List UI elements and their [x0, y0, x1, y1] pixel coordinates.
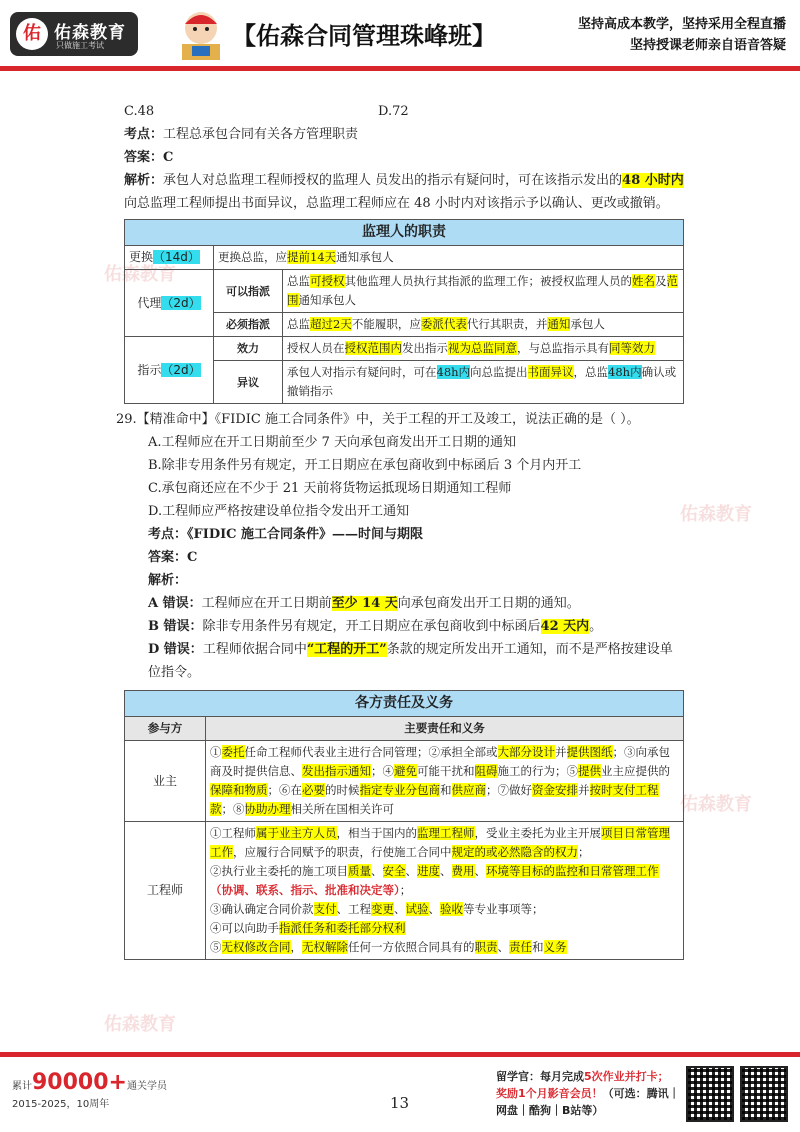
logo-mark-icon: 佑 [16, 18, 48, 50]
footer-years: 2015-2025，10周年 [12, 1099, 110, 1110]
brand-logo [10, 12, 138, 56]
page-header [0, 0, 800, 68]
slogan-line-1: 坚持高成本教学，坚持采用全程直播 [577, 17, 786, 32]
q29-answer: 答案：C [148, 550, 198, 565]
table-row: 业主 ①委托任命工程师代表业主进行合同管理；②承担全部或大部分设计并提供图纸；③向承包商及时提供信息、发出指示通知；④避免可能干扰和阻碍施工的行为；⑤提供业主应提供的保障和物质；⑥在必要的时候指定专业分包商和供应商；⑦做好资金安排并按时支付工程款；⑧协助办理相关所在国相关许可 [125, 741, 684, 822]
option-d: D.72 [378, 104, 409, 119]
q28-kaodian: 考点：工程总承包合同有关各方管理职责 [124, 127, 359, 142]
table-header-row: 参与方 主要责任和义务 [125, 717, 684, 741]
supervisor-duty-table [124, 219, 684, 404]
watermark-text: 佑森教育 [104, 1014, 176, 1035]
table-row: 工程师 ①工程师属于业主方人员，相当于国内的监理工程师，受业主委托为业主开展项目日常管理工作，应履行合同赋予的职责，行使施工合同中规定的或必然隐含的权力； ②执行业主委托的施工项目质量、安全、进度、费用、环境等目标的监控和日常管理工作（协调、联系、指示、批准和决定等）； ③确认确定合同价款支付、工程变更、试验、验收等专业事项等； ④可以向助手指派任务和委托部分权利 ⑤无权修改合同，无权解除任何一方依照合同具有的职责、责任和义务 [125, 822, 684, 960]
table-row: 必须指派 总监超过2天不能履职，应委派代表代行其职责，并通知承包人 [125, 313, 684, 337]
q29-explain-a: A 错误：工程师应在开工日期前至少 14 天向承包商发出开工日期的通知。 [148, 596, 580, 611]
header-title: 【佑森合同管理珠峰班】 [232, 22, 496, 50]
table-row: 指示（2d） 效力 授权人员在授权范围内发出指示视为总监同意，与总监指示具有同等效力 [125, 337, 684, 361]
watermark-text: 佑森教育 [104, 264, 176, 285]
option-c: C.48 [124, 104, 155, 119]
q28-answer: 答案：C [124, 150, 174, 165]
watermark-text: 佑森教育 [680, 504, 752, 525]
slogan-line-2: 坚持授课老师亲自语音答疑 [629, 38, 786, 53]
watermark-text: 佑森教育 [680, 794, 752, 815]
q29-explain-b: B 错误：除非专用条件另有规定，开工日期应在承包商收到中标函后42 天内。 [148, 619, 603, 634]
qr-code-icon [740, 1066, 788, 1122]
page-number: 13 [390, 1094, 410, 1112]
q29-option-b: B.除非专用条件另有规定，开工日期应在承包商收到中标函后 3 个月内开工 [148, 458, 582, 473]
table-title: 各方责任及义务 [125, 691, 684, 717]
q28-options [124, 100, 684, 123]
footer-divider [0, 1052, 800, 1057]
logo-text: 佑森教育 [54, 23, 126, 43]
q29-stem: 29.【精准命中】《FIDIC 施工合同条件》中，关于工程的开工及竣工，说法正确的是（ ）。 [116, 412, 640, 427]
mascot-icon [176, 4, 226, 64]
q29-explain-d: D 错误：工程师依据合同中“工程的开工”条款的规定所发出开工通知，而不是严格按建设单位指令。 [148, 642, 673, 680]
footer-promo: 留学官：每月完成5次作业并打卡； 奖励1个月影音会员！（可选：腾讯｜网盘｜酷狗｜B站等） [496, 1070, 680, 1117]
student-count: 90000+ [32, 1070, 127, 1095]
page-content [116, 100, 684, 960]
table-row: 异议 承包人对指示有疑问时，可在48h内向总监提出书面异议，总监48h内确认或撤销指示 [125, 361, 684, 404]
header-divider [0, 66, 800, 71]
table-row: 代理（2d） 可以指派 总监可授权其他监理人员执行其指派的监理工作；被授权监理人员的姓名及范围通知承包人 [125, 270, 684, 313]
table-row: 更换（14d） 更换总监，应提前14天通知承包人 [125, 246, 684, 270]
q29-jiexi-label: 解析： [148, 573, 188, 588]
q29-kaodian: 考点：《FIDIC 施工合同条件》——时间与期限 [148, 527, 424, 542]
party-duty-table [124, 690, 684, 960]
q29-option-c: C.承包商还应在不少于 21 天前将货物运抵现场日期通知工程师 [148, 481, 512, 496]
logo-subtitle: 只做施工考试 [56, 41, 104, 50]
header-slogan [578, 14, 786, 56]
q28-explanation: 解析：承包人对总监理工程师授权的监理人 员发出的指示有疑问时，可在该指示发出的48 小时内向总监理工程师提出书面异议，总监理工程师应在 48 小时内对该指示予以确认、更改或撤销。 [124, 173, 684, 211]
table-title: 监理人的职责 [125, 220, 684, 246]
footer-stats: 累计90000+通关学员 2015-2025，10周年 [12, 1070, 167, 1110]
q29-option-d: D.工程师应严格按建设单位指令发出开工通知 [148, 504, 410, 519]
q29-option-a: A.工程师应在开工日期前至少 7 天向承包商发出开工日期的通知 [148, 435, 517, 450]
qr-code-icon [686, 1066, 734, 1122]
